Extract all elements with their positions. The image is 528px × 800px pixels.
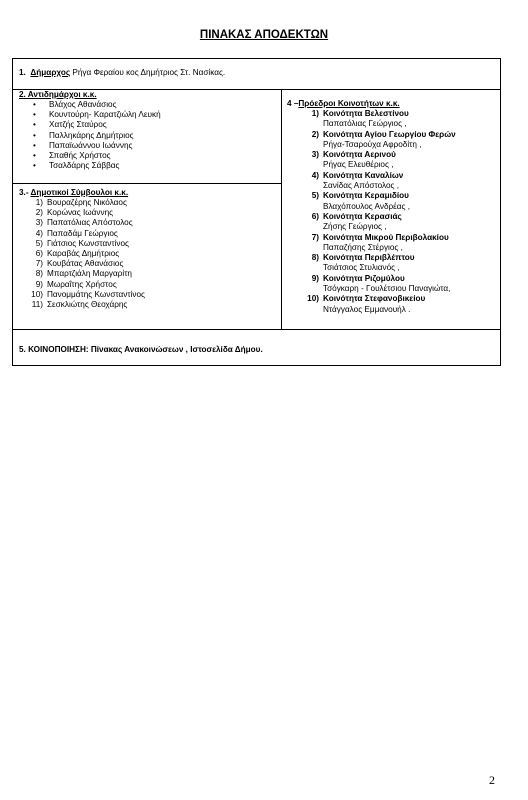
councillors-heading-line [19, 188, 128, 198]
community-president: Παπατόλιας Γεώργιος , [323, 119, 407, 129]
page-title: ΠΙΝΑΚΑΣ ΑΠΟΔΕΚΤΩΝ [199, 29, 329, 41]
councillor-item [29, 259, 145, 269]
councillor-number: 11) [31, 300, 43, 310]
community-number: 6) [311, 211, 319, 221]
bullet-icon: • [33, 110, 36, 120]
page-number: 2 [489, 773, 495, 787]
bullet-icon: • [33, 120, 36, 130]
councillor-number: 9) [35, 279, 43, 289]
section-number: 1. [19, 68, 26, 77]
councillor-item [29, 249, 145, 259]
councillor-name: Γιάτσιος Κωνσταντίνος [47, 238, 129, 248]
community-president: Ρήγα-Τσαρούχα Αφροδίτη , [323, 139, 422, 149]
notification-line: 5. ΚΟΙΝΟΠΟΙΗΣΗ: Πίνακας Ανακοινώσεων , Ιστοσελίδα Δήμου. [19, 345, 263, 354]
deputy-mayor-name: Βλάχος Αθανάσιος [49, 100, 117, 109]
community-president: Βλαχόπουλος Ανδρέας , [323, 201, 411, 211]
community-item [303, 274, 456, 295]
councillor-item [29, 280, 145, 290]
community-number: 2) [311, 129, 319, 139]
councillor-name: Πανομμάτης Κωνσταντίνος [47, 289, 145, 299]
councillor-name: Παπατόλιας Απόστολος [47, 218, 133, 228]
councillor-number: 3) [35, 218, 43, 228]
councillor-name: Κορώνας Ιωάννης [47, 208, 114, 218]
community-president: Ντάγγαλος Εμμανουήλ . [323, 304, 411, 314]
councillor-name: Κουβάτας Αθανάσιος [47, 259, 124, 269]
presidents-prefix: 4 – [287, 99, 299, 108]
councillor-number: 10) [31, 289, 43, 299]
community-number: 10) [307, 294, 319, 304]
councillor-number: 8) [35, 269, 43, 279]
deputy-mayor-item [33, 151, 161, 161]
community-item [303, 109, 456, 130]
councillor-name: Μωραΐτης Χρήστος [47, 279, 117, 289]
community-number: 8) [311, 253, 319, 263]
deputy-mayors-list [33, 100, 161, 171]
bullet-icon: • [33, 151, 36, 161]
community-name: Κοινότητα Μικρού Περιβολακίου [323, 232, 449, 242]
community-president: Ζήσης Γεώργιος , [323, 222, 387, 232]
community-number: 5) [311, 191, 319, 201]
community-president: Ρήγας Ελευθέριος , [323, 160, 394, 170]
community-number: 3) [311, 150, 319, 160]
community-name: Κοινότητα Αερινού [323, 150, 396, 160]
councillor-number: 7) [35, 259, 43, 269]
councillors-prefix: 3.- [19, 188, 31, 197]
councillors-heading: Δημοτικοί Σύμβουλοι κ.κ. [30, 188, 129, 197]
councillor-item [29, 300, 145, 310]
bullet-icon: • [33, 140, 36, 150]
deputy-mayor-name: Κουντούρη- Καρατζιώλη Λευκή [49, 110, 161, 120]
community-item [303, 294, 456, 315]
bullet-icon: • [33, 161, 36, 171]
community-name: Κοινότητα Αγίου Γεωργίου Φερών [323, 129, 456, 139]
community-number: 9) [311, 273, 319, 283]
councillor-number: 2) [35, 208, 43, 218]
councillor-item [29, 269, 145, 279]
community-item [303, 233, 456, 254]
councillor-item [29, 218, 145, 228]
community-president: Τσόγκαρη - Γουλέτσιου Παναγιώτα, [323, 284, 451, 294]
community-president: Παπαζήσης Στέργιος , [323, 242, 403, 252]
deputy-mayor-item [33, 131, 161, 141]
councillor-number: 6) [35, 249, 43, 259]
deputy-mayor-name: Σπαθής Χρήστος [49, 151, 111, 161]
deputy-mayor-name: Παλληκάρης Δημήτριος [49, 130, 134, 140]
community-item [303, 171, 456, 192]
community-name: Κοινότητα Στεφανοβικείου [323, 294, 426, 304]
cell-divider [13, 183, 281, 184]
mayor-heading: Δήμαρχος [30, 68, 71, 77]
deputy-mayor-item [33, 110, 161, 120]
councillor-name: Μπαρτζιάλη Μαργαρίτη [47, 269, 132, 279]
bullet-icon: • [33, 100, 36, 109]
community-name: Κοινότητα Κεραμιδίου [323, 191, 409, 201]
deputy-mayors-heading: 2. Αντιδημάρχοι κ.κ. [19, 90, 97, 99]
column-divider [281, 89, 282, 329]
community-name: Κοινότητα Ριζομύλου [323, 273, 405, 283]
councillor-name: Καραβάς Δημήτριος [47, 249, 120, 259]
community-item [303, 212, 456, 233]
community-item [303, 150, 456, 171]
deputy-mayor-name: Παπαϊωάννου Ιωάννης [49, 140, 133, 150]
community-item [303, 130, 456, 151]
councillor-item [29, 290, 145, 300]
councillor-number: 5) [35, 238, 43, 248]
community-name: Κοινότητα Καναλίων [323, 170, 404, 180]
deputy-mayor-item [33, 100, 161, 110]
councillor-item [29, 229, 145, 239]
deputy-mayor-name: Τσαλδάρης Σάββας [49, 161, 120, 171]
councillor-number: 1) [35, 198, 43, 207]
deputy-mayor-item [33, 120, 161, 130]
deputy-mayor-name: Χατζής Σταύρος [49, 120, 107, 130]
councillor-item [29, 208, 145, 218]
councillors-list [29, 198, 145, 310]
community-presidents-heading-line [287, 99, 400, 109]
row-divider [13, 329, 500, 330]
community-number: 4) [311, 170, 319, 180]
presidents-heading: Πρόεδροι Κοινοτήτων κ.κ. [298, 99, 400, 108]
councillor-name: Σεσκλιώτης Θεοχάρης [47, 300, 128, 310]
community-name: Κοινότητα Βελεστίνου [323, 109, 409, 118]
community-name: Κοινότητα Περιβλέπτου [323, 253, 415, 263]
community-number: 1) [311, 109, 319, 118]
councillor-name: Βουραζέρης Νικόλαος [47, 198, 127, 207]
community-name: Κοινότητα Κερασιάς [323, 211, 402, 221]
councillor-name: Παπαδάμ Γεώργιος [47, 228, 118, 238]
community-president: Τσιάτσιος Στυλιανός , [323, 263, 400, 273]
mayor-text: Ρήγα Φεραίου κος Δημήτριος Στ. Νασίκας. [70, 68, 226, 77]
recipients-table [12, 58, 501, 366]
councillor-item [29, 198, 145, 208]
community-president: Σανίδας Απόστολος , [323, 181, 400, 191]
councillor-number: 4) [35, 228, 43, 238]
deputy-mayor-item [33, 161, 161, 171]
community-item [303, 191, 456, 212]
community-presidents-list [303, 109, 456, 315]
community-number: 7) [311, 232, 319, 242]
community-item [303, 253, 456, 274]
deputy-mayor-item [33, 141, 161, 151]
councillor-item [29, 239, 145, 249]
bullet-icon: • [33, 130, 36, 140]
mayor-line [19, 68, 225, 78]
